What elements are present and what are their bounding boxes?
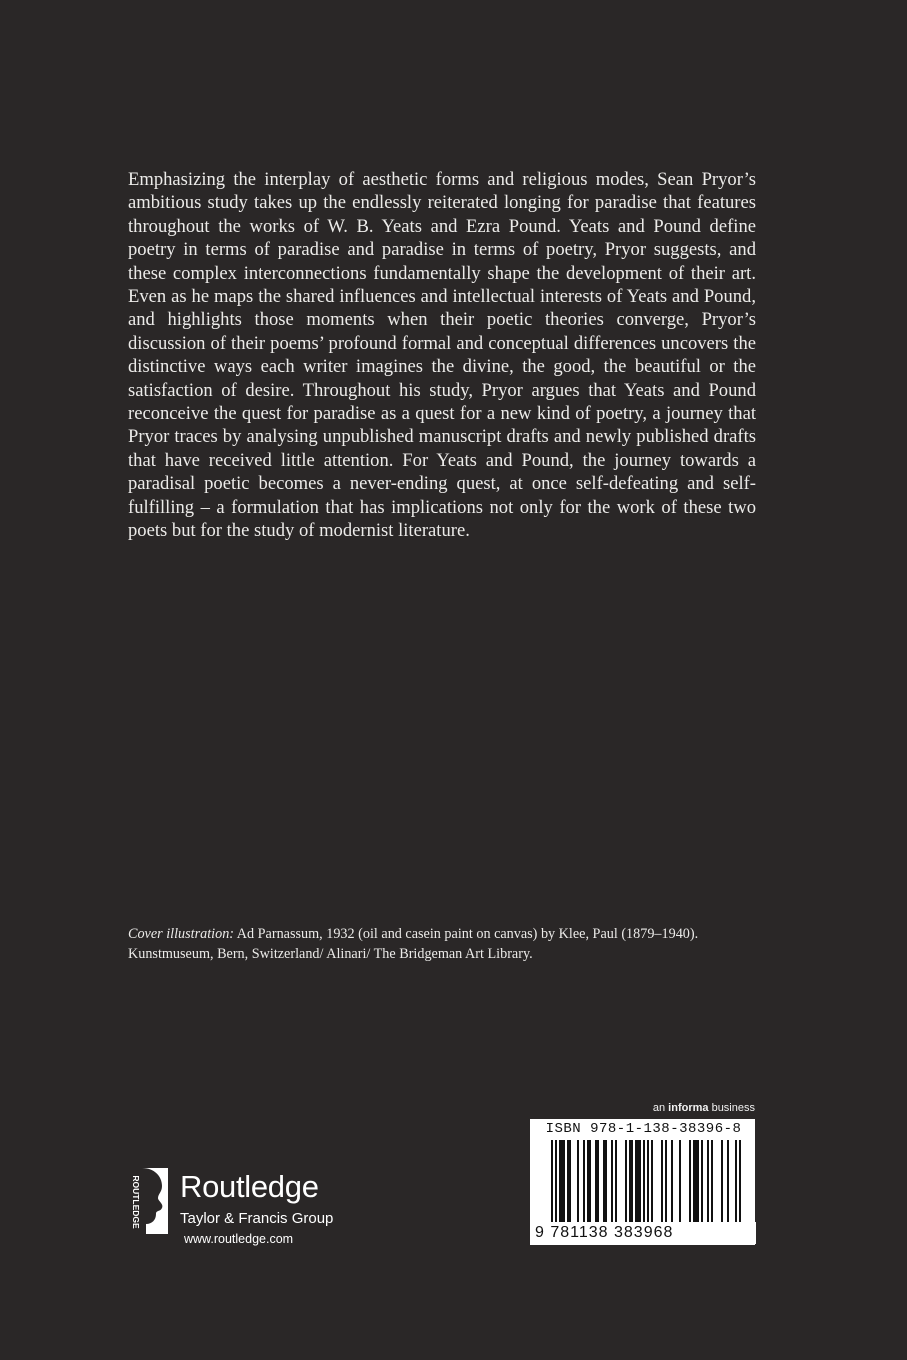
barcode-bar <box>577 1140 579 1224</box>
vertical-publisher-mark: ROUTLEDGE <box>131 1175 141 1229</box>
barcode-bar <box>721 1140 723 1224</box>
barcode-bar <box>603 1140 605 1224</box>
barcode-bar <box>697 1140 699 1224</box>
routledge-profile-icon <box>122 1166 170 1236</box>
back-cover-blurb: Emphasizing the interplay of aesthetic forms and religious modes, Sean Pryor’s ambitious study takes up the endlessly reiterated longing for paradise that features throughout the works of W. B. Yeats and Ezra Pound. Yeats and Pound define poetry in terms of paradise and paradise in terms of poetry, Pryor suggests, and these complex interconnections fundamentally shape the development of their art. Even as he maps the shared influences and intellectual interests of Yeats and Pound, and highlights those moments when their poetic theories converge, Pryor’s discussion of their poems’ profound formal and conceptual differences uncovers the distinctive ways each writer imagines the divine, the good, the beautiful or the satisfaction of desire. Throughout his study, Pryor argues that Yeats and Pound reconceive the quest for paradise as a quest for a new kind of poetry, a journey that Pryor traces by analysing unpublished manuscript drafts and newly published drafts that have received little attention. For Yeats and Pound, the journey towards a paradisal poetic becomes a never-ending quest, at once self-defeating and self-fulfilling – a formulation that has implications not only for the work of these two poets but for the study of modernist literature. <box>128 169 756 542</box>
informa-brand: informa <box>668 1102 709 1114</box>
barcode-bar <box>707 1140 709 1224</box>
barcode-bar <box>561 1140 563 1224</box>
barcode-bar <box>661 1140 663 1224</box>
informa-prefix: an <box>652 1102 669 1114</box>
barcode-bar <box>615 1140 617 1224</box>
barcode-bar <box>637 1140 639 1224</box>
isbn-barcode <box>530 1119 755 1245</box>
credit-text: Ad Parnassum, 1932 (oil and casein paint on canvas) by Klee, Paul (1879–1940). Kunstmuseum, Bern, Switzerland/ Alinari/ The Bridgeman Art Library. <box>128 926 699 962</box>
barcode-bar <box>639 1140 641 1224</box>
barcode-bar <box>679 1140 681 1224</box>
barcode-bar <box>569 1140 571 1224</box>
barcode-bar <box>567 1140 569 1224</box>
barcode-bar <box>651 1140 653 1224</box>
cover-illustration-credit <box>128 924 768 964</box>
barcode-bar <box>671 1140 673 1224</box>
barcode-bar <box>597 1140 599 1224</box>
barcode-bar <box>701 1140 703 1224</box>
barcode-bar <box>727 1140 729 1224</box>
informa-suffix: business <box>708 1102 755 1114</box>
barcode-bar <box>695 1140 697 1224</box>
barcode-bar <box>583 1140 585 1224</box>
credit-label: Cover illustration: <box>128 926 235 942</box>
barcode-bar <box>665 1140 667 1224</box>
publisher-url: www.routledge.com <box>184 1232 294 1246</box>
barcode-bar <box>629 1140 631 1224</box>
publisher-group: Taylor & Francis Group <box>180 1210 334 1227</box>
barcode-bar <box>625 1140 627 1224</box>
isbn-label: ISBN 978-1-138-38396-8 <box>545 1121 742 1137</box>
barcode-bar <box>605 1140 607 1224</box>
barcode-bar <box>711 1140 713 1224</box>
publisher-name: Routledge <box>180 1169 319 1204</box>
barcode-bar <box>689 1140 691 1224</box>
barcode-bar <box>563 1140 565 1224</box>
barcode-bar <box>631 1140 633 1224</box>
informa-business-tag <box>625 1102 755 1114</box>
barcode-bar <box>595 1140 597 1224</box>
barcode-bar <box>559 1140 561 1224</box>
barcode-bar <box>693 1140 695 1224</box>
isbn-digits: 9 781138 383968 <box>531 1222 756 1244</box>
barcode-bar <box>589 1140 591 1224</box>
barcode-bar <box>587 1140 589 1224</box>
barcode-bar <box>635 1140 637 1224</box>
barcode-bar <box>611 1140 613 1224</box>
